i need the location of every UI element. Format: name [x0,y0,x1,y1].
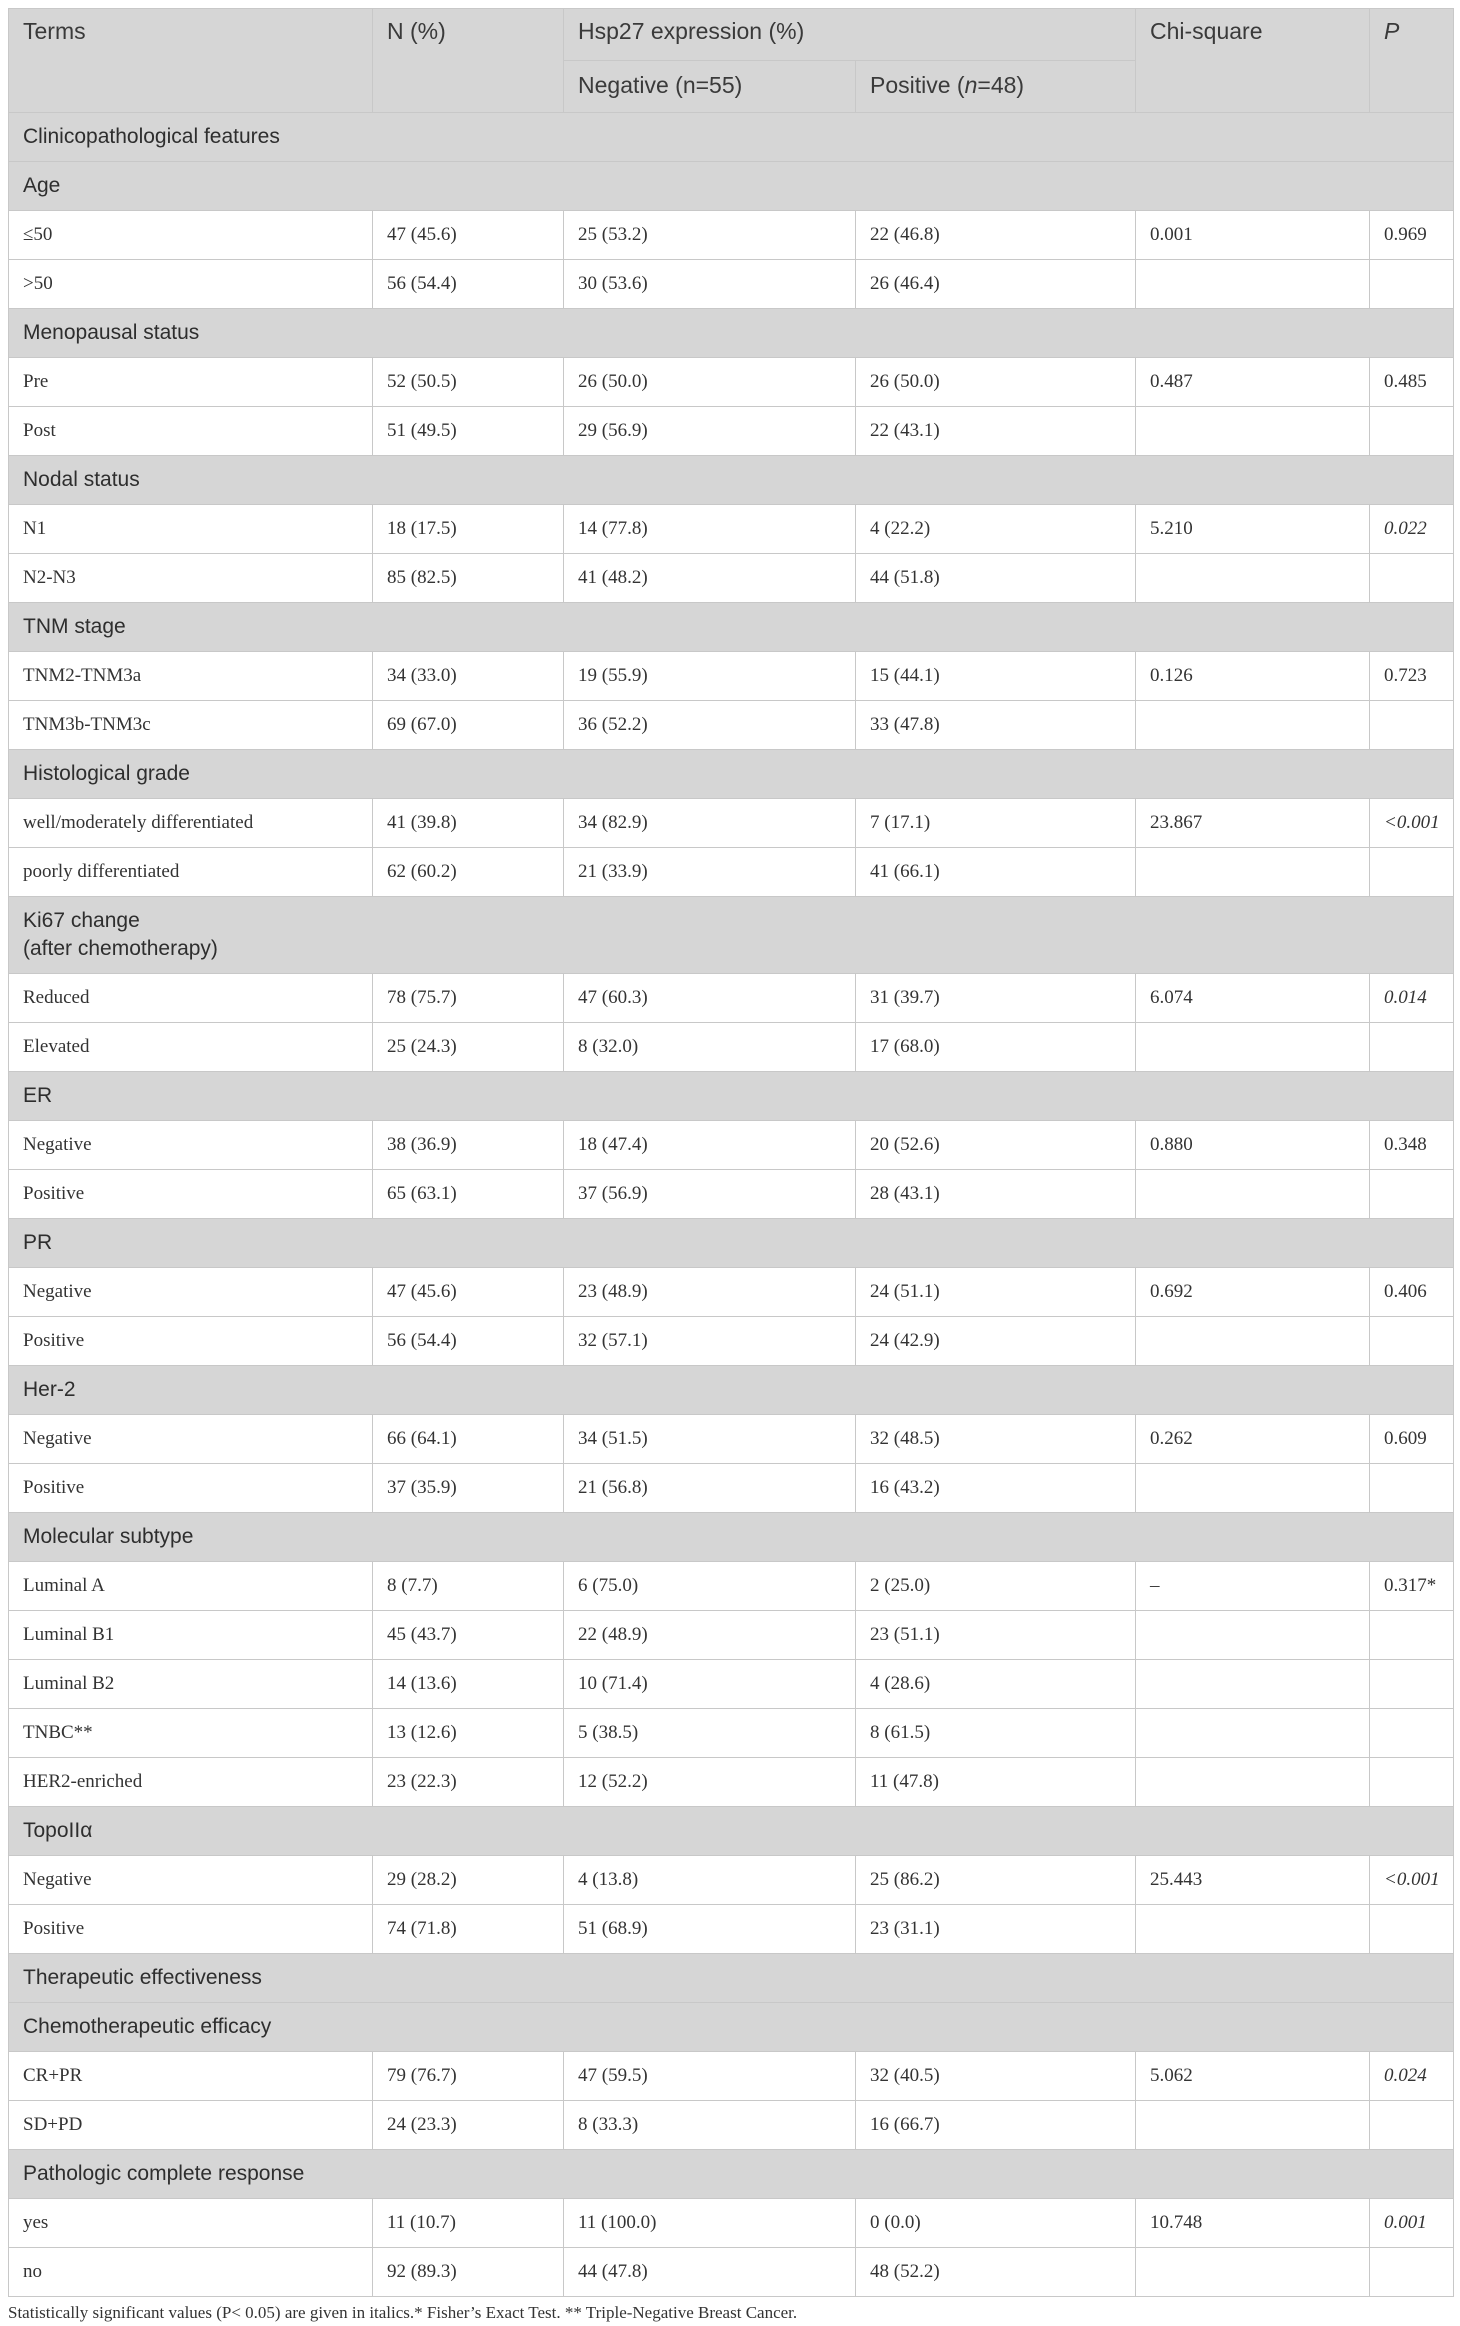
cell-n-percent: 47 (45.6) [373,1268,564,1317]
cell-p-value [1370,1709,1454,1758]
section-row [9,1954,1454,2003]
cell-negative: 4 (13.8) [564,1856,856,1905]
cell-positive: 11 (47.8) [856,1758,1136,1807]
cell-term: poorly differentiated [9,848,373,897]
table-row [9,1121,1454,1170]
section-row [9,897,1454,974]
table-row [9,554,1454,603]
cell-positive: 33 (47.8) [856,701,1136,750]
table-footnote: Statistically significant values (P< 0.05) are given in italics.* Fisher’s Exact Test. ** Triple-Negative Breast Cancer. [8,2303,798,2322]
cell-p-value: <0.001 [1370,1856,1454,1905]
header-positive-post: =48) [977,72,1025,98]
cell-term: N2-N3 [9,554,373,603]
cell-negative: 32 (57.1) [564,1317,856,1366]
table-row [9,799,1454,848]
hsp27-correlation-table [8,8,1454,2297]
cell-term: N1 [9,505,373,554]
cell-positive: 41 (66.1) [856,848,1136,897]
cell-p-value: 0.406 [1370,1268,1454,1317]
cell-p-value: 0.024 [1370,2052,1454,2101]
cell-chi-square [1136,407,1370,456]
cell-chi-square: 5.062 [1136,2052,1370,2101]
cell-negative: 10 (71.4) [564,1660,856,1709]
cell-term: Negative [9,1121,373,1170]
cell-positive: 26 (46.4) [856,260,1136,309]
section-row [9,750,1454,799]
cell-positive: 23 (31.1) [856,1905,1136,1954]
cell-chi-square [1136,554,1370,603]
cell-n-percent: 69 (67.0) [373,701,564,750]
cell-n-percent: 18 (17.5) [373,505,564,554]
table-row [9,1023,1454,1072]
cell-positive: 24 (42.9) [856,1317,1136,1366]
cell-term: Positive [9,1317,373,1366]
table-row [9,1611,1454,1660]
cell-n-percent: 66 (64.1) [373,1415,564,1464]
cell-p-value: 0.485 [1370,358,1454,407]
cell-chi-square [1136,1905,1370,1954]
cell-positive: 26 (50.0) [856,358,1136,407]
cell-chi-square: 5.210 [1136,505,1370,554]
cell-chi-square [1136,1464,1370,1513]
cell-term: TNM2-TNM3a [9,652,373,701]
section-row [9,1366,1454,1415]
section-label: Pathologic complete response [9,2150,1454,2199]
cell-chi-square [1136,1660,1370,1709]
header-chi-square: Chi-square [1136,9,1370,113]
cell-negative: 14 (77.8) [564,505,856,554]
section-row [9,1219,1454,1268]
table-row [9,1317,1454,1366]
cell-p-value [1370,848,1454,897]
table-row [9,1170,1454,1219]
cell-p-value [1370,554,1454,603]
table-header [9,9,1454,113]
section-row [9,2150,1454,2199]
cell-term: ≤50 [9,211,373,260]
table-body [9,113,1454,2297]
cell-chi-square: 0.262 [1136,1415,1370,1464]
cell-term: Positive [9,1905,373,1954]
cell-n-percent: 38 (36.9) [373,1121,564,1170]
cell-chi-square [1136,2101,1370,2150]
cell-positive: 16 (66.7) [856,2101,1136,2150]
cell-term: Luminal A [9,1562,373,1611]
cell-negative: 11 (100.0) [564,2199,856,2248]
section-label: Ki67 change (after chemotherapy) [9,897,1454,974]
cell-p-value [1370,701,1454,750]
cell-term: yes [9,2199,373,2248]
cell-negative: 25 (53.2) [564,211,856,260]
table-row [9,1415,1454,1464]
section-label: Menopausal status [9,309,1454,358]
cell-chi-square [1136,1611,1370,1660]
cell-negative: 8 (33.3) [564,2101,856,2150]
cell-negative: 18 (47.4) [564,1121,856,1170]
cell-positive: 25 (86.2) [856,1856,1136,1905]
cell-chi-square: 0.126 [1136,652,1370,701]
section-label: PR [9,1219,1454,1268]
table-row [9,1562,1454,1611]
cell-positive: 16 (43.2) [856,1464,1136,1513]
table-row [9,260,1454,309]
cell-negative: 30 (53.6) [564,260,856,309]
cell-negative: 21 (56.8) [564,1464,856,1513]
cell-negative: 19 (55.9) [564,652,856,701]
cell-n-percent: 65 (63.1) [373,1170,564,1219]
cell-p-value: 0.969 [1370,211,1454,260]
cell-p-value: 0.348 [1370,1121,1454,1170]
section-label: Clinicopathological features [9,113,1454,162]
cell-chi-square: 0.692 [1136,1268,1370,1317]
cell-term: HER2-enriched [9,1758,373,1807]
cell-n-percent: 92 (89.3) [373,2248,564,2297]
cell-p-value [1370,1464,1454,1513]
cell-chi-square [1136,1317,1370,1366]
section-label: Nodal status [9,456,1454,505]
section-label: ER [9,1072,1454,1121]
cell-negative: 36 (52.2) [564,701,856,750]
cell-positive: 4 (28.6) [856,1660,1136,1709]
cell-chi-square [1136,848,1370,897]
cell-chi-square: 6.074 [1136,974,1370,1023]
section-label: TopoIIα [9,1807,1454,1856]
header-hsp27-expression: Hsp27 expression (%) [564,9,1136,61]
cell-chi-square: – [1136,1562,1370,1611]
cell-p-value [1370,1660,1454,1709]
cell-negative: 12 (52.2) [564,1758,856,1807]
cell-chi-square [1136,260,1370,309]
cell-n-percent: 85 (82.5) [373,554,564,603]
cell-p-value [1370,407,1454,456]
table-row [9,505,1454,554]
cell-n-percent: 74 (71.8) [373,1905,564,1954]
cell-negative: 34 (82.9) [564,799,856,848]
cell-negative: 34 (51.5) [564,1415,856,1464]
cell-chi-square [1136,1023,1370,1072]
header-positive [856,61,1136,113]
cell-negative: 22 (48.9) [564,1611,856,1660]
cell-chi-square [1136,1170,1370,1219]
section-label: TNM stage [9,603,1454,652]
cell-term: Elevated [9,1023,373,1072]
cell-positive: 7 (17.1) [856,799,1136,848]
section-row [9,162,1454,211]
cell-chi-square: 23.867 [1136,799,1370,848]
cell-term: CR+PR [9,2052,373,2101]
cell-n-percent: 11 (10.7) [373,2199,564,2248]
section-label: Histological grade [9,750,1454,799]
cell-n-percent: 25 (24.3) [373,1023,564,1072]
cell-negative: 44 (47.8) [564,2248,856,2297]
cell-p-value [1370,260,1454,309]
cell-n-percent: 45 (43.7) [373,1611,564,1660]
cell-positive: 0 (0.0) [856,2199,1136,2248]
cell-p-value [1370,1317,1454,1366]
cell-p-value: <0.001 [1370,799,1454,848]
section-row [9,309,1454,358]
cell-p-value [1370,1758,1454,1807]
cell-n-percent: 14 (13.6) [373,1660,564,1709]
table-row [9,407,1454,456]
cell-chi-square [1136,2248,1370,2297]
cell-positive: 44 (51.8) [856,554,1136,603]
table-row [9,1464,1454,1513]
cell-n-percent: 8 (7.7) [373,1562,564,1611]
cell-n-percent: 37 (35.9) [373,1464,564,1513]
cell-negative: 51 (68.9) [564,1905,856,1954]
table-row [9,2199,1454,2248]
cell-chi-square [1136,1709,1370,1758]
cell-positive: 22 (43.1) [856,407,1136,456]
cell-negative: 37 (56.9) [564,1170,856,1219]
section-row [9,1072,1454,1121]
cell-term: Reduced [9,974,373,1023]
cell-p-value [1370,2101,1454,2150]
cell-positive: 4 (22.2) [856,505,1136,554]
table-row [9,358,1454,407]
cell-positive: 24 (51.1) [856,1268,1136,1317]
cell-term: Positive [9,1464,373,1513]
cell-positive: 8 (61.5) [856,1709,1136,1758]
header-n-percent: N (%) [373,9,564,113]
table-row [9,1660,1454,1709]
cell-n-percent: 34 (33.0) [373,652,564,701]
cell-negative: 6 (75.0) [564,1562,856,1611]
cell-chi-square: 0.001 [1136,211,1370,260]
section-label: Chemotherapeutic efficacy [9,2003,1454,2052]
cell-positive: 23 (51.1) [856,1611,1136,1660]
section-label: Molecular subtype [9,1513,1454,1562]
header-p [1370,9,1454,113]
header-terms: Terms [9,9,373,113]
cell-term: Negative [9,1415,373,1464]
cell-term: no [9,2248,373,2297]
table-row [9,211,1454,260]
cell-positive: 32 (48.5) [856,1415,1136,1464]
cell-p-value: 0.317* [1370,1562,1454,1611]
table-container [8,8,1453,2323]
header-p-text: P [1384,18,1400,44]
cell-term: Negative [9,1856,373,1905]
cell-chi-square [1136,1758,1370,1807]
section-row [9,1807,1454,1856]
cell-n-percent: 51 (49.5) [373,407,564,456]
cell-n-percent: 56 (54.4) [373,1317,564,1366]
table-row [9,2248,1454,2297]
cell-n-percent: 23 (22.3) [373,1758,564,1807]
cell-n-percent: 78 (75.7) [373,974,564,1023]
cell-p-value: 0.609 [1370,1415,1454,1464]
header-positive-pre: Positive ( [870,72,965,98]
cell-p-value [1370,1611,1454,1660]
table-row [9,1905,1454,1954]
table-row [9,1758,1454,1807]
table-row [9,2052,1454,2101]
cell-term: well/moderately differentiated [9,799,373,848]
table-row [9,1856,1454,1905]
cell-n-percent: 79 (76.7) [373,2052,564,2101]
cell-chi-square: 0.487 [1136,358,1370,407]
section-row [9,113,1454,162]
cell-positive: 17 (68.0) [856,1023,1136,1072]
cell-n-percent: 13 (12.6) [373,1709,564,1758]
cell-positive: 32 (40.5) [856,2052,1136,2101]
cell-n-percent: 52 (50.5) [373,358,564,407]
cell-chi-square: 0.880 [1136,1121,1370,1170]
cell-n-percent: 47 (45.6) [373,211,564,260]
cell-term: Positive [9,1170,373,1219]
cell-chi-square [1136,701,1370,750]
cell-p-value: 0.022 [1370,505,1454,554]
section-label: Her-2 [9,1366,1454,1415]
header-positive-n: n [964,72,978,98]
cell-negative: 47 (60.3) [564,974,856,1023]
section-row [9,1513,1454,1562]
table-row [9,2101,1454,2150]
cell-term: Negative [9,1268,373,1317]
cell-p-value [1370,2248,1454,2297]
cell-n-percent: 62 (60.2) [373,848,564,897]
section-row [9,603,1454,652]
cell-p-value: 0.723 [1370,652,1454,701]
table-row [9,701,1454,750]
cell-negative: 5 (38.5) [564,1709,856,1758]
cell-negative: 21 (33.9) [564,848,856,897]
table-row [9,974,1454,1023]
section-row [9,456,1454,505]
cell-positive: 15 (44.1) [856,652,1136,701]
table-row [9,848,1454,897]
cell-negative: 29 (56.9) [564,407,856,456]
cell-term: TNM3b-TNM3c [9,701,373,750]
cell-term: TNBC** [9,1709,373,1758]
cell-term: Luminal B2 [9,1660,373,1709]
table-row [9,1709,1454,1758]
cell-negative: 26 (50.0) [564,358,856,407]
cell-negative: 47 (59.5) [564,2052,856,2101]
cell-p-value [1370,1023,1454,1072]
table-row [9,1268,1454,1317]
cell-chi-square: 10.748 [1136,2199,1370,2248]
cell-positive: 20 (52.6) [856,1121,1136,1170]
cell-term: SD+PD [9,2101,373,2150]
cell-p-value: 0.014 [1370,974,1454,1023]
table-row [9,652,1454,701]
cell-chi-square: 25.443 [1136,1856,1370,1905]
cell-positive: 2 (25.0) [856,1562,1136,1611]
cell-n-percent: 56 (54.4) [373,260,564,309]
header-negative: Negative (n=55) [564,61,856,113]
cell-term: Post [9,407,373,456]
cell-n-percent: 29 (28.2) [373,1856,564,1905]
cell-positive: 22 (46.8) [856,211,1136,260]
cell-negative: 41 (48.2) [564,554,856,603]
cell-p-value: 0.001 [1370,2199,1454,2248]
cell-positive: 28 (43.1) [856,1170,1136,1219]
cell-p-value [1370,1905,1454,1954]
section-row [9,2003,1454,2052]
cell-p-value [1370,1170,1454,1219]
section-label: Therapeutic effectiveness [9,1954,1454,2003]
cell-positive: 31 (39.7) [856,974,1136,1023]
cell-n-percent: 24 (23.3) [373,2101,564,2150]
cell-term: >50 [9,260,373,309]
cell-term: Luminal B1 [9,1611,373,1660]
cell-term: Pre [9,358,373,407]
cell-negative: 8 (32.0) [564,1023,856,1072]
section-label: Age [9,162,1454,211]
cell-n-percent: 41 (39.8) [373,799,564,848]
cell-positive: 48 (52.2) [856,2248,1136,2297]
cell-negative: 23 (48.9) [564,1268,856,1317]
